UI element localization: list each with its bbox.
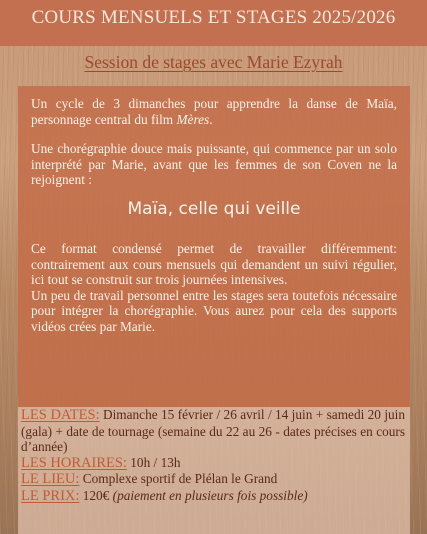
intro-end: . bbox=[209, 111, 213, 127]
dates-label: LES DATES: bbox=[21, 407, 100, 423]
hours-row bbox=[21, 455, 405, 472]
hours-value: 10h / 13h bbox=[126, 454, 181, 470]
price-label: LE PRIX: bbox=[21, 487, 80, 504]
place-value: Complexe sportif de Plélan le Grand bbox=[79, 471, 278, 487]
place-label: LE LIEU: bbox=[21, 471, 80, 488]
page-title: COURS MENSUELS ET STAGES 2025/2026 bbox=[31, 7, 396, 28]
piece-title: Maïa, celle qui veille bbox=[127, 198, 301, 219]
choreography-paragraph: Une chorégraphie douce mais puissante, qui commence par un solo interprété par Marie, avant que les femmes de son Coven ne la rejoignent : bbox=[31, 141, 397, 187]
description-text bbox=[31, 96, 397, 334]
practical-info bbox=[21, 407, 405, 505]
place-row bbox=[21, 471, 405, 488]
intro-text: Un cycle de 3 dimanches pour apprendre la danse de Maïa, personnage central du film bbox=[31, 96, 397, 127]
dates-value: Dimanche 15 février / 26 avril / 14 juin + samedi 20 juin (gala) + date de tournage (semaine du 22 au 26 - dates précises en cours d’année) bbox=[21, 407, 406, 455]
description-panel bbox=[18, 86, 410, 408]
session-subtitle: Session de stages avec Marie Ezyrah bbox=[84, 52, 343, 72]
intro-paragraph bbox=[31, 96, 397, 127]
dates-row bbox=[21, 407, 405, 455]
hours-label: LES HORAIRES: bbox=[21, 454, 127, 471]
price-note: (paiement en plusieurs fois possible) bbox=[112, 487, 308, 503]
film-title: Mères bbox=[176, 111, 210, 127]
price-row bbox=[21, 488, 405, 505]
format-paragraph: Ce format condensé permet de travailler différemment: contrairement aux cours mensuels qui demandent un suivi régulier, ici tout se construit sur trois journées intensives. bbox=[31, 241, 397, 287]
personal-work-paragraph: Un peu de travail personnel entre les stages sera toutefois nécessaire pour intégrer la chorégraphie. Vous aurez pour cela des supports vidéos crées par Marie. bbox=[31, 287, 397, 334]
practical-info-panel bbox=[18, 407, 410, 534]
price-value: 120€ bbox=[79, 487, 113, 503]
